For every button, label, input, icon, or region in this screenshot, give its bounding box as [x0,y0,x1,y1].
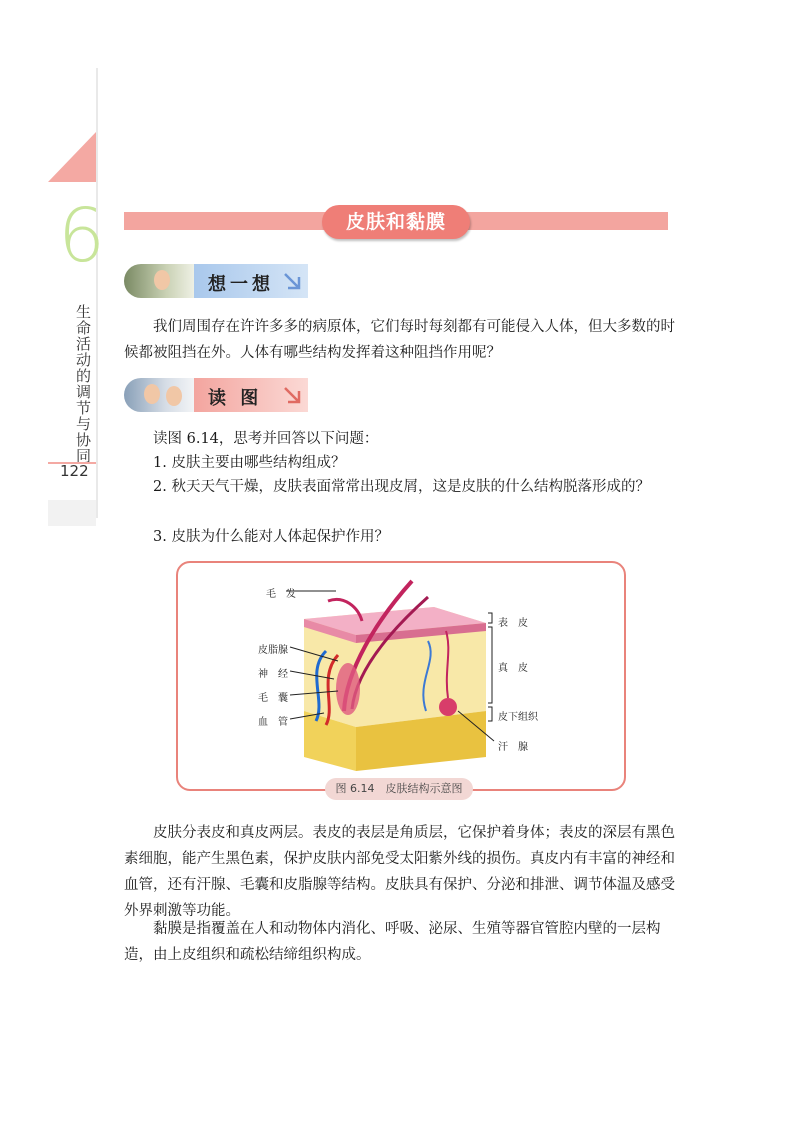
arrow-icon [282,385,302,405]
chapter-name: 生命活动的调节与协同 [74,304,92,464]
label-dermis: 真 皮 [498,663,528,674]
chapter-corner-triangle [48,132,96,182]
question-3: 3. 皮肤为什么能对人体起保护作用？ [153,529,389,545]
think-paragraph: 我们周围存在许许多多的病原体，它们每时每刻都有可能侵入人体，但大多数的时候都被阻挡在外。人体有哪些结构发挥着这种阻挡作用呢？ [124,319,675,361]
student-face-icon [144,384,160,404]
mucosa-paragraph: 黏膜是指覆盖在人和动物体内消化、呼吸、泌尿、生殖等器官管腔内壁的一层构造，由上皮组织和疏松结缔组织构成。 [124,921,661,963]
label-blood-vessel: 血 管 [258,717,288,728]
chapter-number: 6 [58,193,106,279]
label-nerve: 神 经 [258,669,288,680]
read-intro: 读图 6.14，思考并回答以下问题： [153,431,379,447]
read-header [124,378,308,412]
label-epidermis: 表 皮 [498,618,528,629]
label-hair-follicle: 毛 囊 [258,693,288,704]
think-label: 想一想 [208,274,274,295]
page-flap [48,500,96,526]
question-2: 2. 秋天天气干燥，皮肤表面常常出现皮屑，这是皮肤的什么结构脱落形成的？ [153,479,650,495]
figure-caption: 图 6.14 皮肤结构示意图 [325,778,473,800]
think-header [124,264,308,298]
section-title: 皮肤和黏膜 [345,211,446,233]
label-hair: 毛 发 [266,589,296,600]
margin-rule [96,68,98,518]
label-sweat-gland: 汗 腺 [498,742,528,753]
label-hypodermis: 皮下组织 [498,712,538,723]
student-face-icon [154,270,170,290]
read-label: 读 图 [208,388,263,409]
page-number: 122 [60,462,89,480]
skin-paragraph: 皮肤分表皮和真皮两层。表皮的表层是角质层，它保护着身体；表皮的深层有黑色素细胞，能产生黑色素，保护皮肤内部免受太阳紫外线的损伤。真皮内有丰富的神经和血管，还有汗腺、毛囊和皮脂腺等结构。皮肤具有保护、分泌和排泄、调节体温及感受外界刺激等功能。 [124,825,675,919]
label-sebaceous-gland: 皮脂腺 [258,645,288,656]
question-1: 1. 皮肤主要由哪些结构组成？ [153,455,346,471]
arrow-icon [282,271,302,291]
skin-structure-diagram [176,561,622,787]
student-face-icon [166,386,182,406]
